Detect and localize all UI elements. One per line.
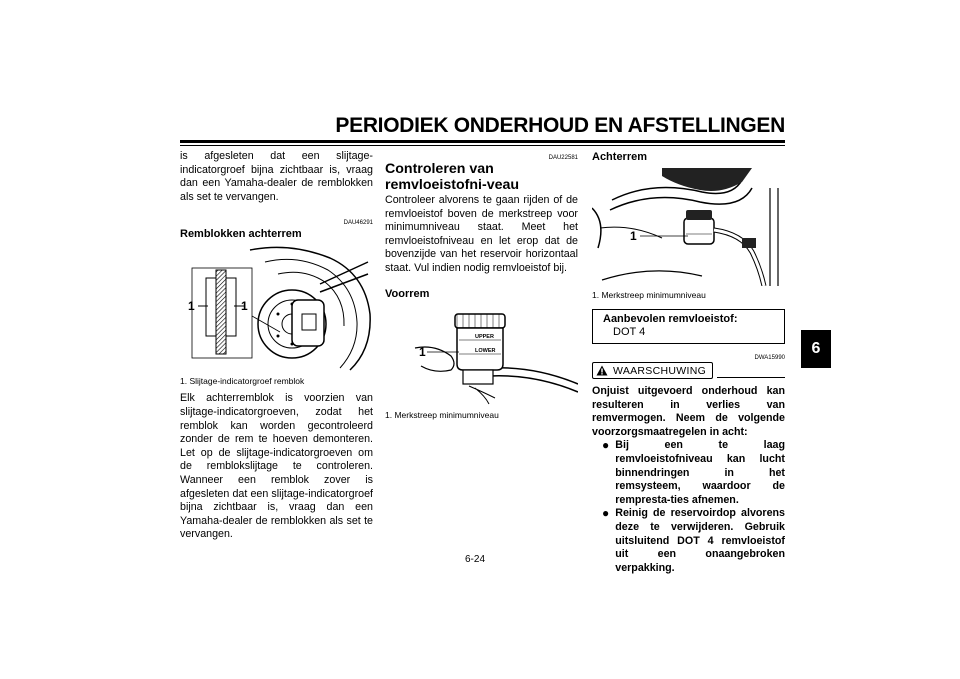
callout-right: 1 [241,299,248,314]
warning-text: Onjuist uitgevoerd onderhoud kan resulteren in verlies van remvermogen. Neem de volgende voorzorgsmaatregelen in acht: [592,385,785,438]
figure-callout: 1 [630,229,637,243]
list-item [602,439,785,507]
section-code: DAU46291 [343,220,373,227]
section-subhead: Voorrem [385,287,430,300]
rear-reservoir-figure [592,168,785,286]
figure-caption: 1. Merkstreep minimumniveau [385,409,499,420]
front-reservoir-illustration [385,304,578,406]
bullet-icon: ● [602,438,610,453]
section-code: DAU22581 [548,155,578,161]
rear-brake-pad-illustration [180,244,373,372]
figure-caption: 1. Merkstreep minimumniveau [592,290,706,300]
section-subhead: Remblokken achterrem [180,228,302,241]
bullet-text: Reinig de reservoirdop alvorens deze te verwijderen. Gebruik uitsluitend DOT 4 remvloeistof uit een onaangebroken verpakking. [615,507,785,574]
page-number: 6-24 [465,554,486,565]
warning-code: DWA15990 [754,355,785,361]
intro-text: is afgesleten dat een slijtage-indicatorgroef bijna zichtbaar is, vraag dan een Yamaha-dealer de remblokken als set te vervangen. [180,150,373,203]
warning-label: WAARSCHUWING [613,364,707,377]
lower-mark: LOWER [475,347,496,354]
column-right [592,150,785,575]
note-value: DOT 4 [613,326,646,338]
bullet-icon: ● [602,506,610,521]
figure-callout: 1 [419,344,426,359]
front-reservoir-figure [385,304,578,406]
body-text: Controleer alvorens te gaan rijden of de remvloeistof boven de merkstreep voor minimumniveau staat. Meet het remvloeistofniveau en let erop dat de bovenzijde van het reservoir horizontaal staat. Vul indien nodig remvloeistof bij. [385,194,578,274]
rear-brake-pad-figure [180,244,373,372]
rear-reservoir-illustration [592,168,785,286]
warning-triangle-icon [596,365,608,376]
upper-mark: UPPER [475,333,494,340]
note-title: Aanbevolen remvloeistof: [603,313,738,325]
chapter-tab[interactable]: 6 [801,330,831,368]
header-rule [180,140,785,143]
header-rule-thin [180,145,785,146]
warning-rule [717,376,785,378]
page-header-title: PERIODIEK ONDERHOUD EN AFSTELLINGEN [335,114,785,137]
figure-caption: 1. Slijtage-indicatorgroef remblok [180,376,305,387]
warning-header [592,362,785,379]
column-left [180,150,373,542]
body-text: Elk achterremblok is voorzien van slijtage-indicatorgroeven, zodat het remblok kan worden gecontroleerd zonder de rem te hoeven demonteren. Let op de slijtage-indicatorgroeven om de remblokslijtage te controleren. Wanneer een remblok zover is afgesleten dat een slijtage-indicatorgroef bijna zichtbaar is, vraag dan een Yamaha-dealer de remblokken als set te vervangen. [180,392,373,541]
callout-left: 1 [188,299,195,314]
section-title: Controleren van remvloeistofni-veau [385,161,520,193]
warning-badge [592,362,713,379]
column-middle [385,150,578,421]
bullet-text: Bij een te laag remvloeistofniveau kan lucht binnendringen in het remsysteem, waardoor de rempresta-ties afnemen. [615,439,785,506]
section-subhead: Achterrem [592,151,648,163]
list-item [602,507,785,575]
recommended-fluid-box [592,309,785,344]
warning-bullets [592,439,785,575]
